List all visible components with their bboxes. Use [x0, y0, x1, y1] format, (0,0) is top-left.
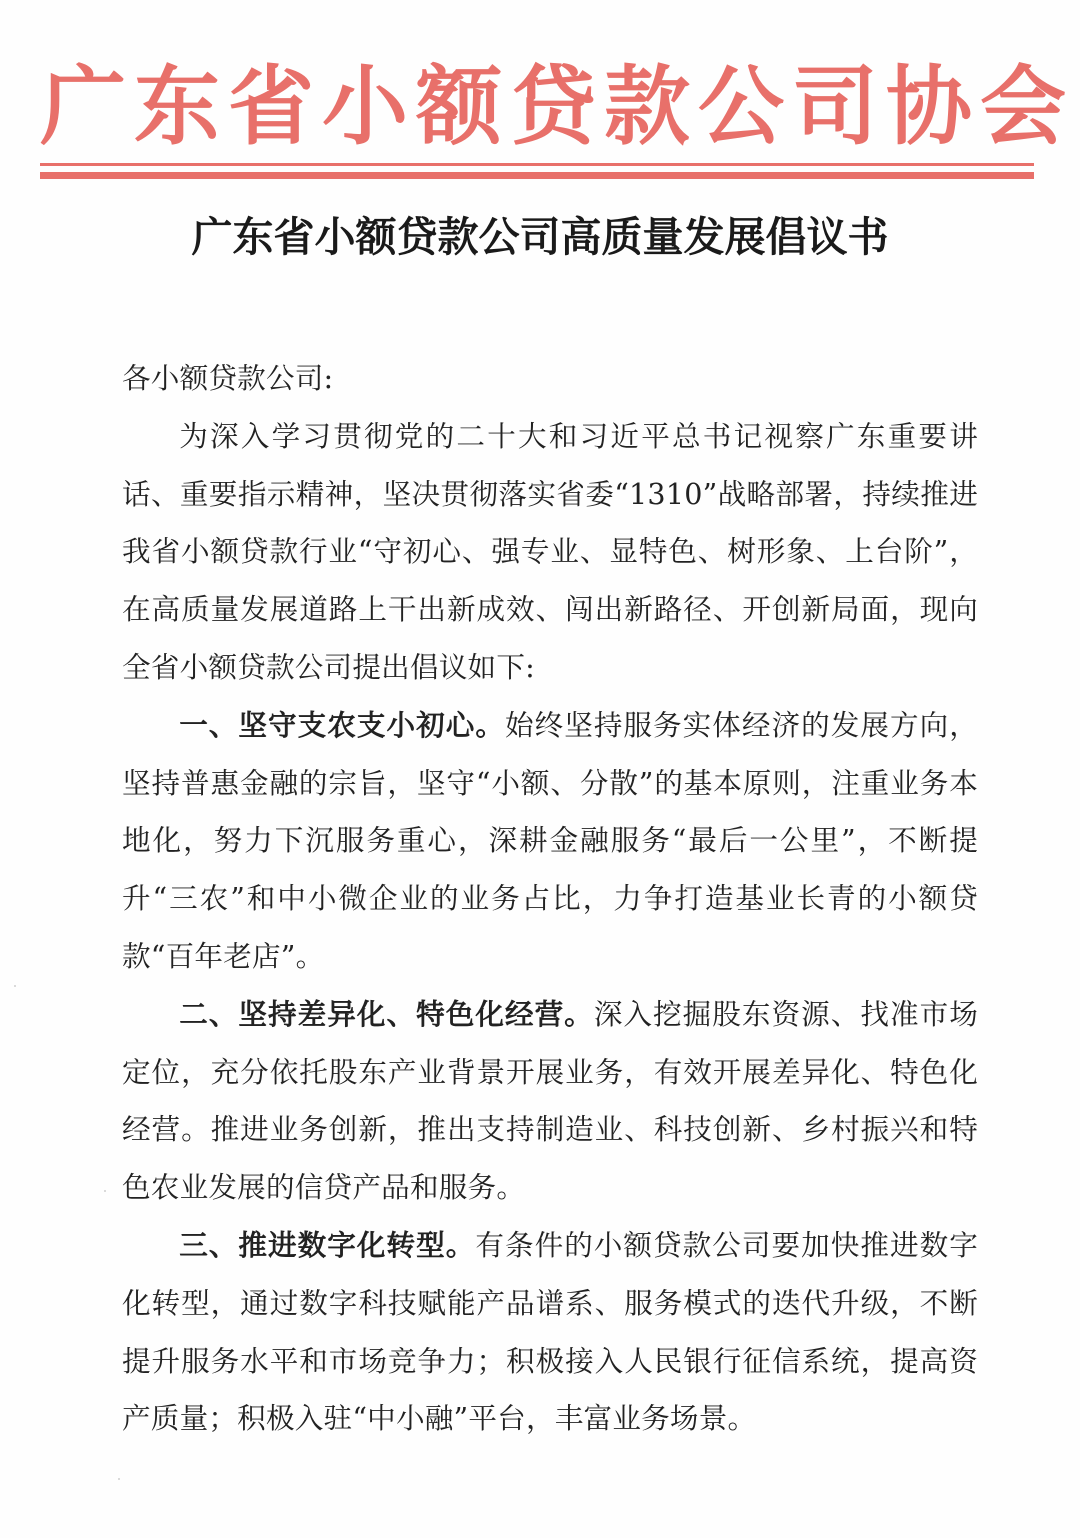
scan-speck	[14, 985, 16, 987]
section-text-2: 深入挖掘股东资源、找准市场定位，充分依托股东产业背景开展业务，有效开展差异化、特色化经营。推进业务创新，推出支持制造业、科技创新、乡村振兴和特色农业发展的信贷产品和服务。	[122, 996, 978, 1205]
salutation: 各小额贷款公司:	[122, 361, 334, 395]
document-body	[122, 350, 978, 1448]
section-paragraph-3	[122, 1217, 978, 1448]
letterhead-divider-thin	[40, 163, 1034, 166]
section-heading-2: 二、坚持差异化、特色化经营。	[179, 996, 594, 1031]
section-paragraph-1	[122, 697, 978, 986]
section-heading-1: 一、坚守支农支小初心。	[179, 707, 505, 742]
letterhead-organization-name: 广东省小额贷款公司协会	[40, 56, 1074, 157]
document-title: 广东省小额贷款公司高质量发展倡议书	[191, 213, 889, 261]
section-heading-3: 三、推进数字化转型。	[179, 1227, 476, 1262]
intro-paragraph: 为深入学习贯彻党的二十大和习近平总书记视察广东重要讲话、重要指示精神，坚决贯彻落实省委“1310”战略部署，持续推进我省小额贷款行业“守初心、强专业、显特色、树形象、上台阶”，在高质量发展道路上干出新成效、闯出新路径、开创新局面，现向全省小额贷款公司提出倡议如下:	[122, 418, 978, 684]
section-text-3: 有条件的小额贷款公司要加快推进数字化转型，通过数字科技赋能产品谱系、服务模式的迭代升级，不断提升服务水平和市场竞争力；积极接入人民银行征信系统，提高资产质量；积极入驻“中小融”平台，丰富业务场景。	[122, 1227, 978, 1436]
scan-speck	[118, 1478, 120, 1480]
letterhead-divider-thick	[40, 172, 1034, 179]
scan-speck	[104, 1190, 106, 1192]
section-text-1: 始终坚持服务实体经济的发展方向，坚持普惠金融的宗旨，坚守“小额、分散”的基本原则，注重业务本地化，努力下沉服务重心，深耕金融服务“最后一公里”，不断提升“三农”和中小微企业的业务占比，力争打造基业长青的小额贷款“百年老店”。	[122, 707, 979, 973]
section-paragraph-2	[122, 986, 978, 1217]
